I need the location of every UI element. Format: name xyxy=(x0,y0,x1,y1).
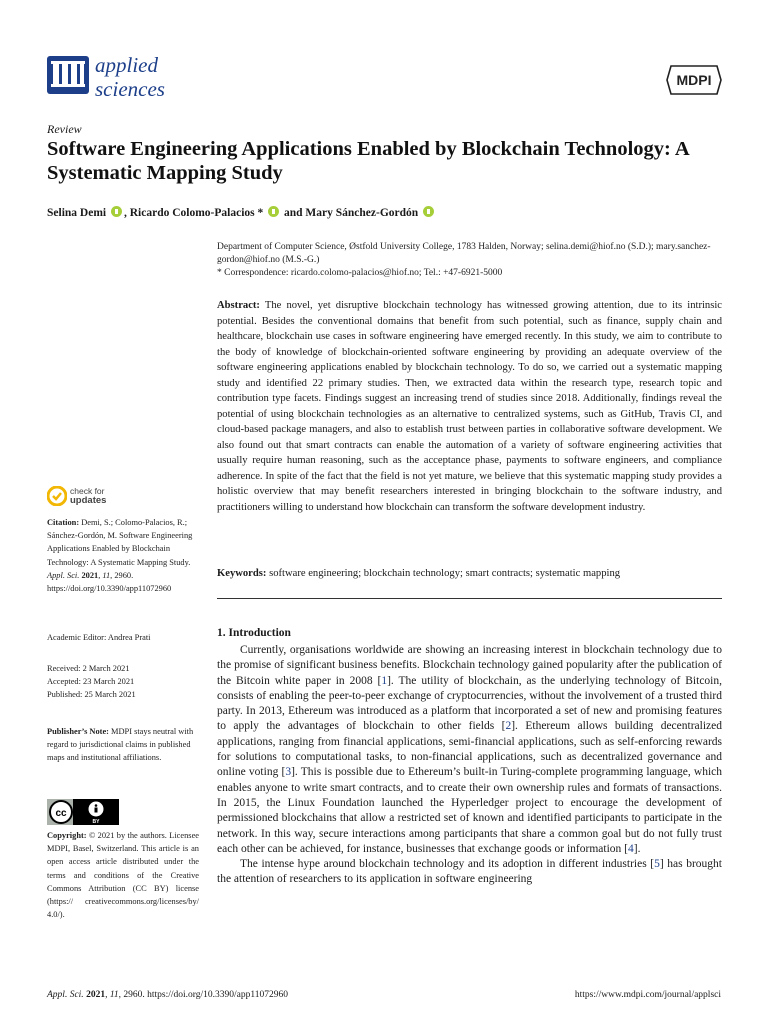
publisher-note-label: Publisher’s Note: xyxy=(47,727,109,736)
text-run: ] has brought the attention of researchers to its application in software engineering xyxy=(217,858,722,886)
text-run: ]. Ethereum allows building decentralized applications, ranging from financial applications, semi-financial applications, such as self-enforcing rewards for solutions to computational tasks, to non-financial applications, such as decentralized governance and online voting [ xyxy=(217,720,722,779)
footer-journal: Appl. Sci. xyxy=(47,990,84,1000)
introduction-body xyxy=(217,643,722,888)
citation-year: 2021 xyxy=(81,570,99,580)
abstract-label: Abstract: xyxy=(217,300,260,311)
text-run: ]. The utility of blockchain, as the underlying technology of Bitcoin, consists of enabling the peer-to-peer exchange of cryptocurrencies, without the involvement of a trusted third party. In 2013, Ethereum was introduced as a platform that incorporated a set of new and promising features to apply the advantages of blockchain to other fields [ xyxy=(217,674,722,733)
author-sanchez-gordon[interactable]: Mary Sánchez-Gordón xyxy=(305,207,419,219)
received-date: Received: 2 March 2021 xyxy=(47,664,130,673)
article-type: Review xyxy=(47,122,82,136)
citation-doi[interactable]: 2960. https://doi.org/10.3390/app11072960 xyxy=(47,570,172,594)
orcid-icon[interactable] xyxy=(423,206,434,217)
check-for-updates-button[interactable] xyxy=(47,486,127,510)
text-run: The intense hype around blockchain technology and its adoption in different industries [ xyxy=(240,858,655,871)
footer-volume: 11 xyxy=(109,990,119,1000)
citation-link[interactable]: 4 xyxy=(627,842,634,855)
citation-volume: 11 xyxy=(102,570,111,580)
updates-line1: check for xyxy=(70,486,105,496)
affiliation-text: Department of Computer Science, Østfold University College, 1783 Halden, Norway; selina.demi@hiof.no (S.D.); mary.sanchez-gordon@hiof.no (M.S.-G.) xyxy=(217,242,711,265)
keywords-text: software engineering; blockchain technology; smart contracts; systematic mapping xyxy=(269,568,621,579)
copyright-block xyxy=(47,829,199,921)
copyright-label: Copyright: xyxy=(47,831,87,840)
citation-journal: Appl. Sci. xyxy=(47,570,80,580)
author-colomo-palacios[interactable]: Ricardo Colomo-Palacios * xyxy=(129,207,264,219)
footer-journal-url[interactable]: https://www.mdpi.com/journal/applsci xyxy=(574,990,721,1000)
publisher-note xyxy=(47,725,199,765)
keywords xyxy=(217,567,722,581)
keywords-label: Keywords: xyxy=(217,568,267,579)
orcid-icon[interactable] xyxy=(268,206,279,217)
citation-text: Demi, S.; Colomo-Palacios, R.; Sánchez-Gordón, M. Software Engineering Applications Enabled by Blockchain Technology: A Systematic Mapping Study. xyxy=(47,518,193,567)
author-list: Selina Demi , Ricardo Colomo-Palacios * and Mary Sánchez-Gordón xyxy=(47,206,436,220)
check-updates-icon xyxy=(47,486,67,506)
academic-editor: Academic Editor: Andrea Prati xyxy=(47,633,151,642)
text-run: Currently, organisations worldwide are showing an increasing interest in blockchain technology due to the promise of significant business benefits. Blockchain technology gained popularity after the publication of the Bitcoin white paper in 2008 [ xyxy=(217,644,722,687)
author-demi[interactable]: Selina Demi xyxy=(47,207,107,219)
citation-link[interactable]: 5 xyxy=(654,858,660,871)
journal-name-line2: sciences xyxy=(95,77,165,101)
svg-text:BY: BY xyxy=(92,819,100,825)
citation-link[interactable]: 1 xyxy=(381,674,388,687)
footer-citation: Appl. Sci. 2021, 11, 2960. https://doi.org/10.3390/app11072960 xyxy=(47,990,289,1000)
published-date: Published: 25 March 2021 xyxy=(47,690,136,700)
correspondence: * Correspondence: ricardo.colomo-palacios@hiof.no; Tel.: +47-6921-5000 xyxy=(217,268,503,278)
citation-link[interactable]: 2 xyxy=(505,720,512,733)
journal-name xyxy=(95,53,165,101)
divider xyxy=(217,598,722,599)
affiliation xyxy=(217,241,727,280)
footer-doi[interactable]: , 2960. https://doi.org/10.3390/app11072960 xyxy=(118,990,289,1000)
footer-year: 2021 xyxy=(86,990,106,1000)
authors-and: and xyxy=(284,207,303,219)
abstract xyxy=(217,298,722,515)
copyright-text: © 2021 by the authors. Licensee MDPI, Basel, Switzerland. This article is an open access article distributed under the terms and conditions of the Creative Commons Attribution (CC BY) license (https:// creativecommons.org/licenses/by/ 4.0/). xyxy=(47,831,199,920)
svg-text:cc: cc xyxy=(55,808,67,819)
publisher-note-text: MDPI stays neutral with regard to jurisdictional claims in published maps and institutional affiliations. xyxy=(47,727,194,763)
updates-line2: updates xyxy=(70,495,107,506)
paragraph xyxy=(217,857,722,888)
mdpi-logo-icon xyxy=(665,64,723,96)
accepted-date: Accepted: 23 March 2021 xyxy=(47,677,135,687)
dates-block xyxy=(47,662,199,702)
journal-name-line1: applied xyxy=(95,53,158,77)
abstract-text: The novel, yet disruptive blockchain technology has witnessed growing attention, due to its intrinsic potential. Besides the conventional domains that benefit from such potential, such as finance, supply chain and healthcare, blockchain use cases in software engineering have emerged recently. In this study, we aim to contribute to the body of knowledge of blockchain-oriented software engineering by providing an adequate overview of the software engineering applications enabled by blockchain technology. To do so, we carried out a systematic mapping study and identified 22 primary studies. Then, we extracted data within the research type, research topic and contribution type facets. Findings suggest an increasing trend of studies since 2018. Additionally, findings reveal the potential of using blockchain technologies as an alternative to centralized systems, such as GitHub, Travis CI, and cloud-based package managers, and also to establish trust between parties in collaborative software development. We also found out that smart contracts can enable the automation of a variety of software engineering activities that usually require human reasoning, such as the acceptance phase, payments to software engineers, and compliance adherence. In spite of the fact that the field is not yet mature, we believe that this systematic mapping study provides a holistic overview that may benefit researchers interested in bringing blockchain to the software industry, and practitioners willing to understand how blockchain can transform the software development industry. xyxy=(217,300,722,513)
paragraph xyxy=(217,643,722,857)
orcid-icon[interactable] xyxy=(111,206,122,217)
section-heading-introduction: 1. Introduction xyxy=(217,627,291,639)
page-title: Software Engineering Applications Enabled by Blockchain Technology: A Systematic Mapping Study xyxy=(47,138,689,184)
publisher-name: MDPI xyxy=(676,72,712,88)
citation-block: Citation: Demi, S.; Colomo-Palacios, R.; Sánchez-Gordón, M. Software Engineering Applications Enabled by Blockchain Technology: A Systematic Mapping Study. Appl. Sci. 2021, 11, 2960. https://doi.org/10.3390/app11072960 xyxy=(47,518,193,594)
cc-by-license-icon[interactable] xyxy=(47,799,119,825)
citation-link[interactable]: 3 xyxy=(285,766,292,779)
text-run: ]. This is possible due to Ethereum’s built-in Turing-complete programming language, which enables anyone to write smart contracts, and to create their own ownership rules and formats of transactions. In 2015, the Linux Foundation launched the Hyperledger project to encourage the development of permissioned blockchains that allow a restricted set of known and identified participants to participate in the network. In this way, secure interactions among participants that share a common goal but do not fully trust each other can be achieved, for instance, businesses that exchange goods or information [ xyxy=(217,766,722,855)
citation-label: Citation: xyxy=(47,518,80,527)
text-run: ]. xyxy=(633,842,641,855)
journal-logo-icon xyxy=(47,56,89,94)
